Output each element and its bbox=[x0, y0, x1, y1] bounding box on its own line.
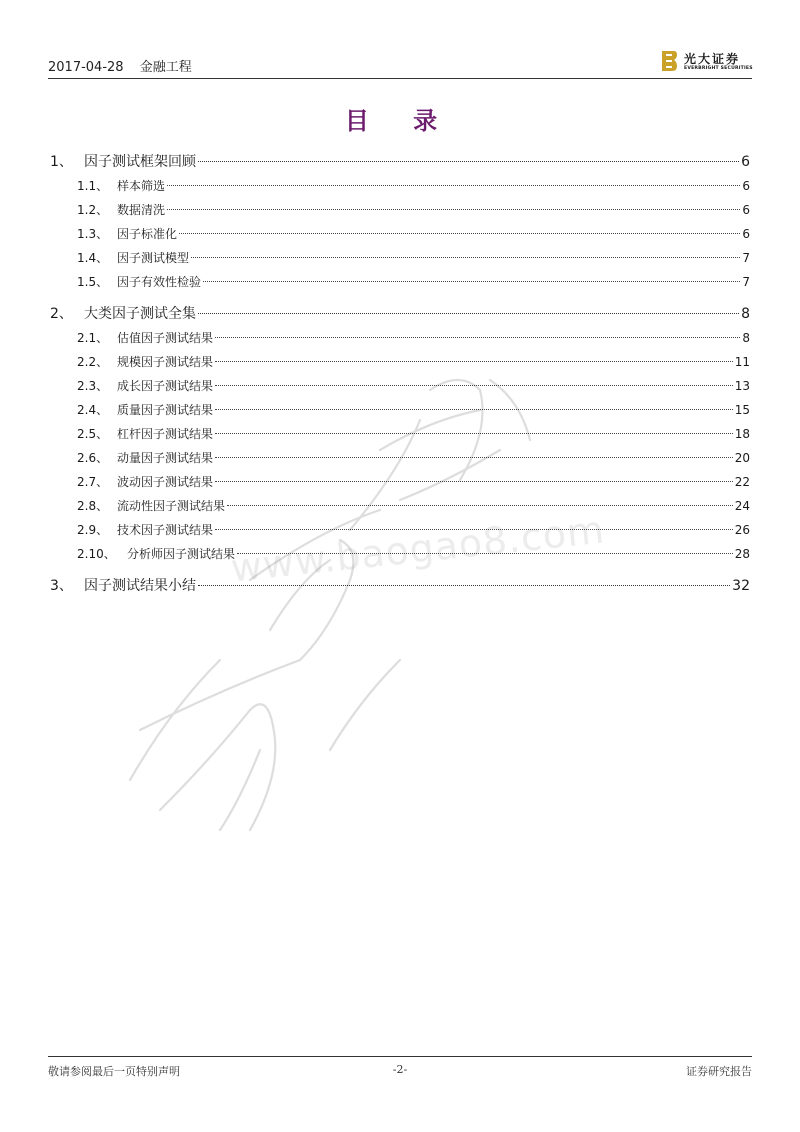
toc-entry-title: 技术因子测试结果 bbox=[117, 523, 214, 537]
toc-entry-number: 2.2、 bbox=[77, 355, 109, 369]
toc-entry-title: 因子标准化 bbox=[117, 227, 178, 241]
toc-leader-dots bbox=[215, 385, 733, 386]
toc-entry-2-2[interactable] bbox=[50, 350, 750, 374]
toc-leader-dots bbox=[215, 529, 733, 530]
toc-entry-number: 2、 bbox=[50, 306, 73, 322]
toc-entry-page: 6 bbox=[742, 203, 750, 217]
toc-entry-title: 杠杆因子测试结果 bbox=[117, 427, 214, 441]
toc-leader-dots bbox=[215, 481, 733, 482]
toc-entry-2-4[interactable] bbox=[50, 398, 750, 422]
toc-entry-number: 1.5、 bbox=[77, 275, 109, 289]
toc-entry-title: 估值因子测试结果 bbox=[117, 331, 214, 345]
toc-entry-page: 22 bbox=[734, 475, 750, 489]
logo-english-name: EVERBRIGHT SECURITIES bbox=[684, 66, 753, 71]
toc-entry-number: 3、 bbox=[50, 578, 73, 594]
toc-leader-dots bbox=[198, 161, 739, 162]
toc-entry-number: 1.3、 bbox=[77, 227, 109, 241]
toc-entry-title: 因子有效性检验 bbox=[117, 275, 202, 289]
toc-entry-number: 2.5、 bbox=[77, 427, 109, 441]
toc-entry-page: 24 bbox=[734, 499, 750, 513]
toc-leader-dots bbox=[191, 257, 740, 258]
logo-chinese-name: 光大证券 bbox=[684, 52, 741, 66]
toc-entry-title: 流动性因子测试结果 bbox=[117, 499, 226, 513]
disclaimer-note: 敬请参阅最后一页特别声明 bbox=[48, 1065, 180, 1078]
toc-entry-page: 28 bbox=[734, 547, 750, 561]
toc-entry-page: 20 bbox=[734, 451, 750, 465]
toc-entry-1-3[interactable] bbox=[50, 222, 750, 246]
toc-entry-1-5[interactable] bbox=[50, 270, 750, 294]
toc-entry-number: 1、 bbox=[50, 154, 73, 170]
toc-entry-page: 26 bbox=[734, 523, 750, 537]
toc-entry-page: 11 bbox=[734, 355, 750, 369]
everbright-logo bbox=[660, 50, 752, 76]
toc-entry-number: 2.10、 bbox=[77, 547, 116, 561]
page-footer bbox=[48, 1056, 752, 1081]
toc-entry-title: 波动因子测试结果 bbox=[117, 475, 214, 489]
logo-mark-icon bbox=[660, 50, 678, 72]
toc-entry-page: 7 bbox=[742, 251, 750, 265]
toc-entry-1-2[interactable] bbox=[50, 198, 750, 222]
toc-entry-page: 6 bbox=[741, 154, 750, 170]
header-info bbox=[48, 56, 192, 75]
toc-entry-number: 2.6、 bbox=[77, 451, 109, 465]
toc-leader-dots bbox=[179, 233, 740, 234]
report-category: 金融工程 bbox=[139, 60, 192, 75]
toc-leader-dots bbox=[215, 337, 740, 338]
toc-entry-2[interactable] bbox=[50, 302, 750, 326]
toc-entry-page: 8 bbox=[742, 331, 750, 345]
page-number: -2- bbox=[392, 1063, 408, 1076]
toc-entry-page: 8 bbox=[741, 306, 750, 322]
watermark-url: www.baogao8.com bbox=[228, 507, 607, 591]
table-of-contents bbox=[50, 150, 750, 598]
toc-entry-number: 2.4、 bbox=[77, 403, 109, 417]
toc-entry-2-6[interactable] bbox=[50, 446, 750, 470]
toc-entry-title: 样本筛选 bbox=[117, 179, 166, 193]
toc-entry-number: 2.9、 bbox=[77, 523, 109, 537]
toc-entry-title: 因子测试结果小结 bbox=[84, 578, 196, 594]
toc-leader-dots bbox=[215, 361, 733, 362]
toc-entry-2-3[interactable] bbox=[50, 374, 750, 398]
toc-title: 目 录 bbox=[344, 106, 456, 135]
toc-entry-page: 6 bbox=[742, 179, 750, 193]
toc-entry-3[interactable] bbox=[50, 574, 750, 598]
toc-entry-2-9[interactable] bbox=[50, 518, 750, 542]
toc-entry-number: 2.3、 bbox=[77, 379, 109, 393]
toc-entry-1[interactable] bbox=[50, 150, 750, 174]
toc-entry-2-7[interactable] bbox=[50, 470, 750, 494]
toc-entry-number: 1.4、 bbox=[77, 251, 109, 265]
toc-entry-1-1[interactable] bbox=[50, 174, 750, 198]
toc-entry-page: 18 bbox=[734, 427, 750, 441]
toc-entry-page: 7 bbox=[742, 275, 750, 289]
toc-entry-title: 大类因子测试全集 bbox=[84, 306, 196, 322]
toc-leader-dots bbox=[215, 457, 733, 458]
toc-entry-page: 15 bbox=[734, 403, 750, 417]
toc-entry-page: 13 bbox=[734, 379, 750, 393]
toc-entry-2-1[interactable] bbox=[50, 326, 750, 350]
toc-entry-2-8[interactable] bbox=[50, 494, 750, 518]
toc-leader-dots bbox=[167, 209, 740, 210]
toc-leader-dots bbox=[215, 433, 733, 434]
toc-leader-dots bbox=[227, 505, 733, 506]
toc-entry-title: 质量因子测试结果 bbox=[117, 403, 214, 417]
toc-entry-number: 1.2、 bbox=[77, 203, 109, 217]
toc-entry-title: 动量因子测试结果 bbox=[117, 451, 214, 465]
toc-entry-title: 成长因子测试结果 bbox=[117, 379, 214, 393]
toc-entry-2-5[interactable] bbox=[50, 422, 750, 446]
toc-entry-number: 2.7、 bbox=[77, 475, 109, 489]
toc-entry-1-4[interactable] bbox=[50, 246, 750, 270]
toc-entry-2-10[interactable] bbox=[50, 542, 750, 566]
report-date: 2017-04-28 bbox=[48, 60, 124, 75]
page-header bbox=[48, 44, 752, 79]
toc-entry-title: 数据清洗 bbox=[117, 203, 166, 217]
toc-entry-title: 规模因子测试结果 bbox=[117, 355, 214, 369]
toc-entry-number: 2.8、 bbox=[77, 499, 109, 513]
toc-entry-number: 1.1、 bbox=[77, 179, 109, 193]
toc-entry-title: 因子测试框架回顾 bbox=[84, 154, 196, 170]
toc-entry-title: 因子测试模型 bbox=[117, 251, 190, 265]
toc-entry-number: 2.1、 bbox=[77, 331, 109, 345]
toc-leader-dots bbox=[203, 281, 740, 282]
toc-leader-dots bbox=[167, 185, 740, 186]
toc-entry-title: 分析师因子测试结果 bbox=[127, 547, 236, 561]
report-type: 证券研究报告 bbox=[686, 1065, 752, 1078]
toc-leader-dots bbox=[198, 313, 739, 314]
toc-entry-page: 32 bbox=[732, 578, 750, 594]
toc-entry-page: 6 bbox=[742, 227, 750, 241]
toc-leader-dots bbox=[198, 585, 730, 586]
toc-leader-dots bbox=[237, 553, 733, 554]
toc-leader-dots bbox=[215, 409, 733, 410]
